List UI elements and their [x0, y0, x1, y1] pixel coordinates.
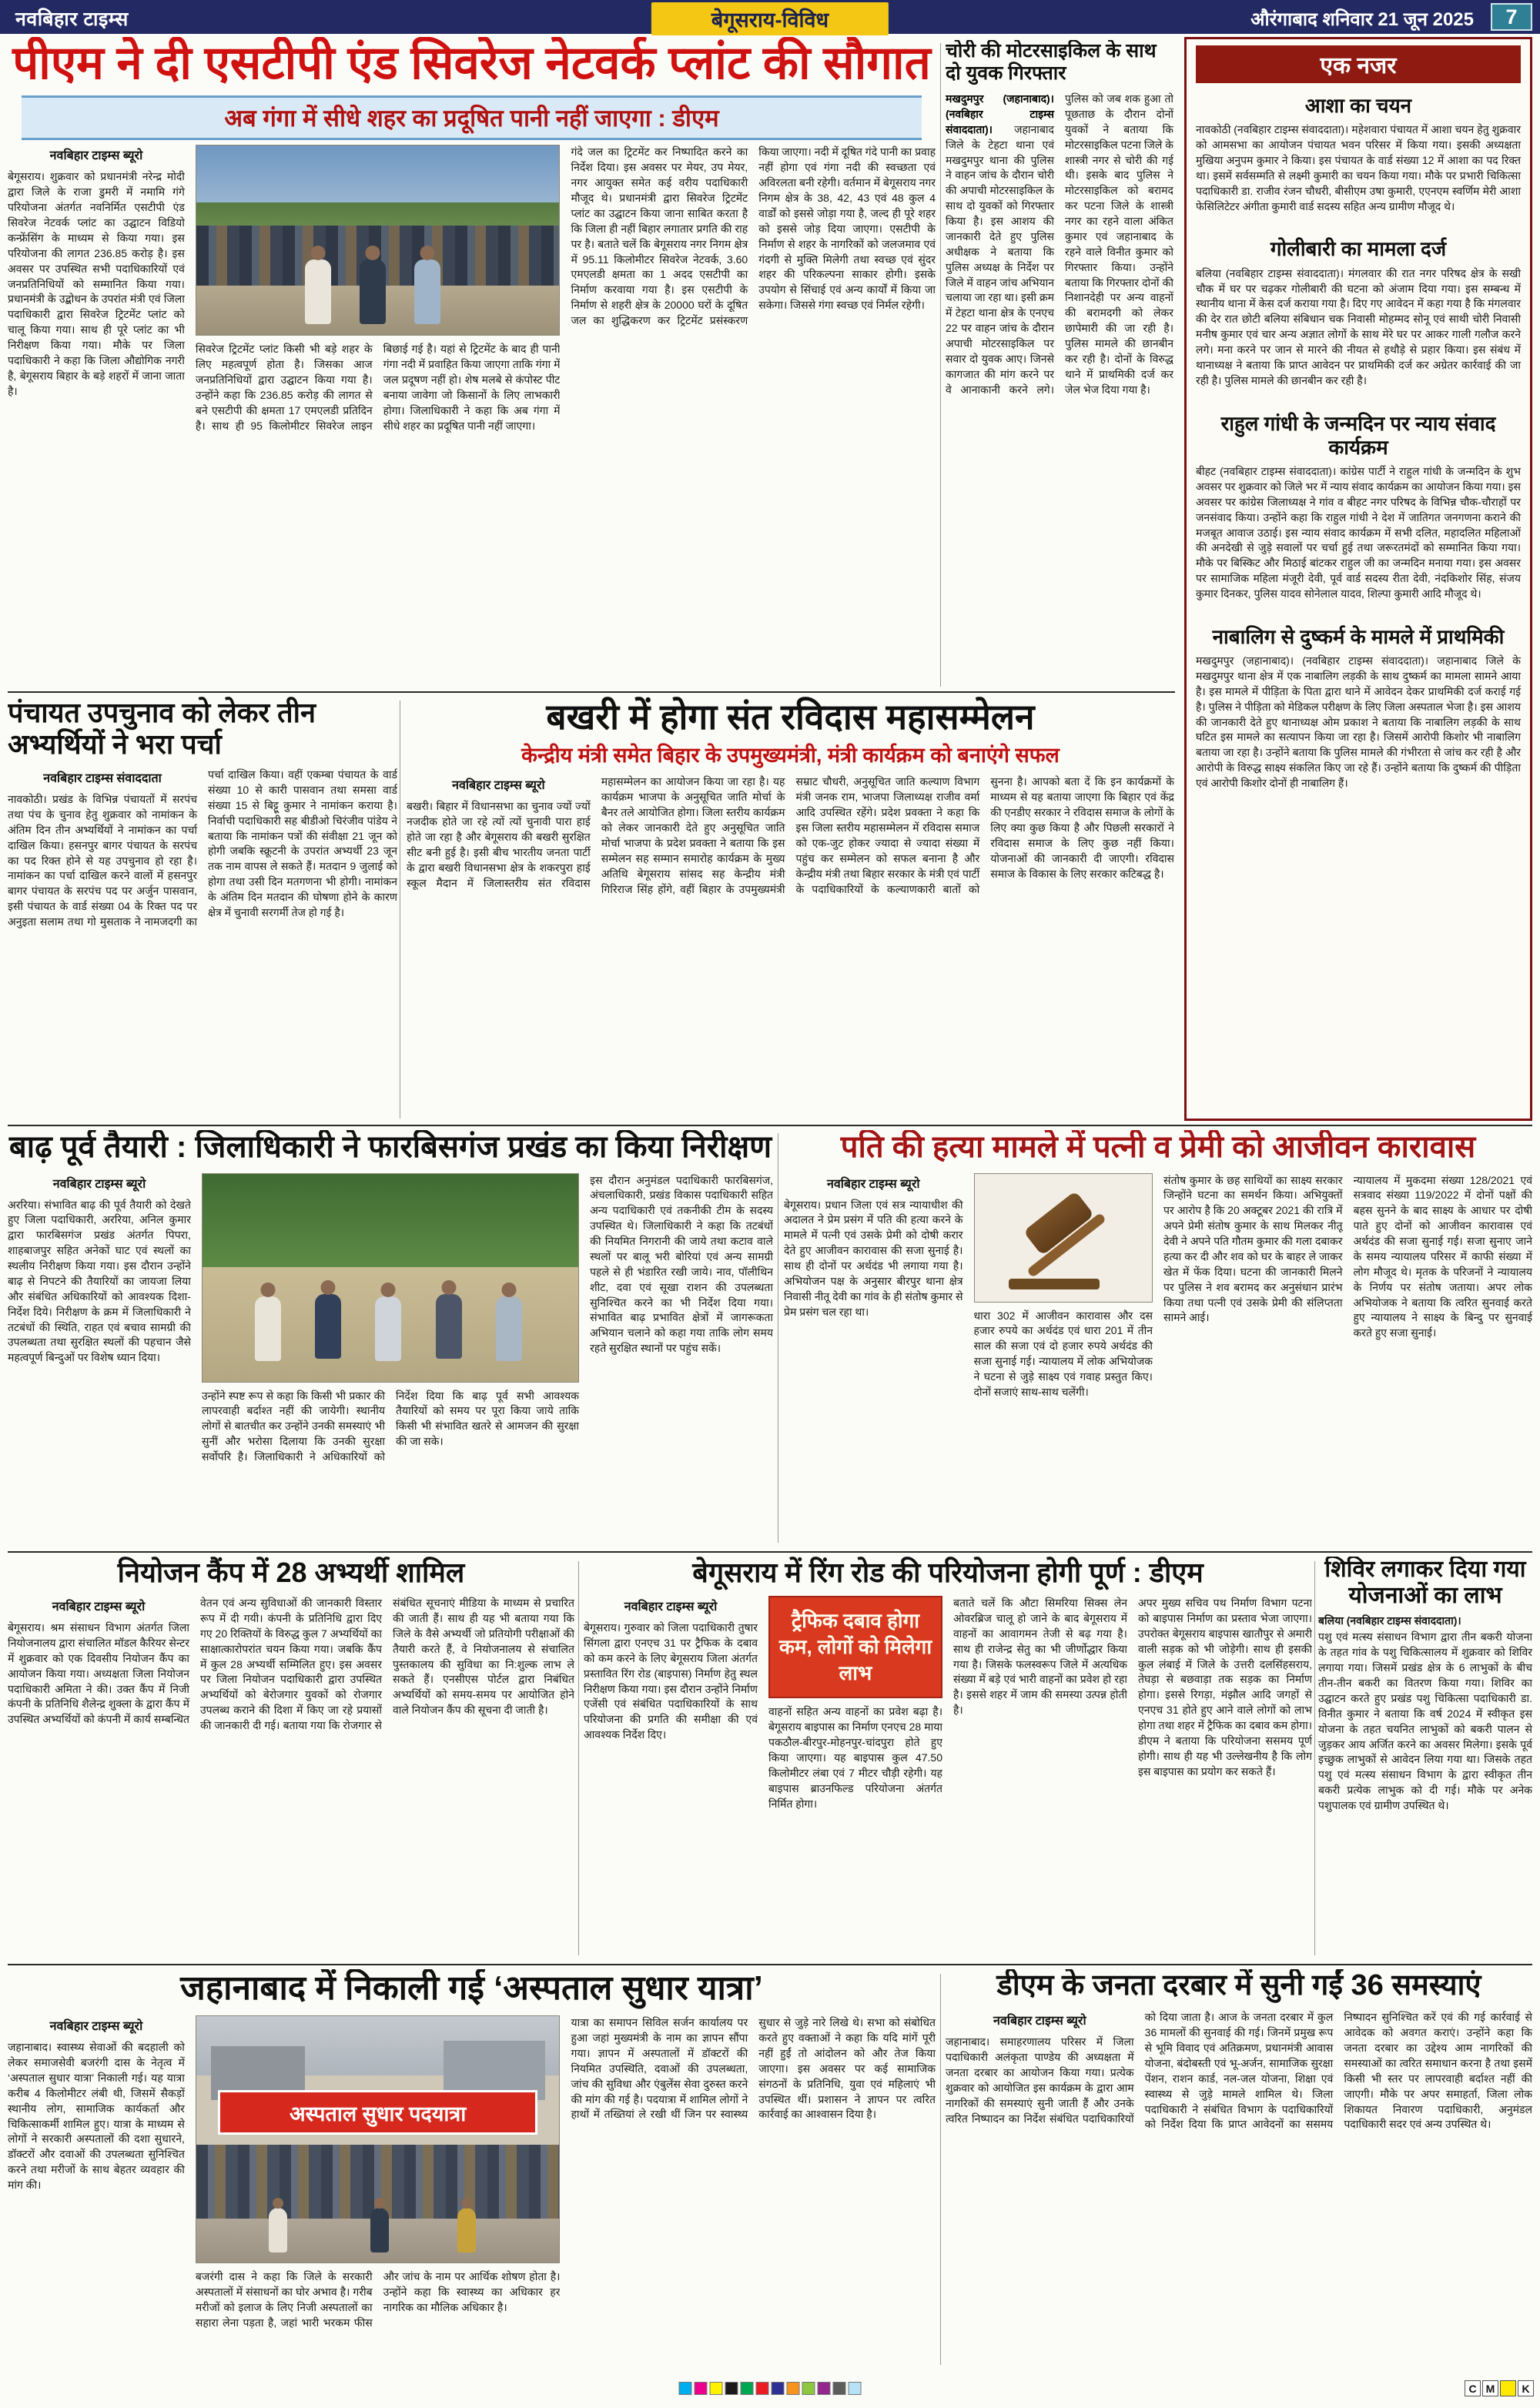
print-letter-m: M	[1482, 2380, 1498, 2396]
byline: नवबिहार टाइम्स ब्यूरो	[452, 779, 545, 793]
text-column	[584, 1596, 758, 1942]
print-swatch	[802, 2382, 815, 2395]
text-column	[1138, 1596, 1312, 1942]
masthead: नवबिहार टाइम्स	[15, 8, 129, 30]
text-column	[1163, 1173, 1343, 1503]
article-ravidas-mahasammelan	[407, 697, 1174, 1120]
article-text: सिवरेज ट्रिटमेंट प्लांट किसी भी बड़े शहर के लिए महत्वपूर्ण होता है। जिसका आज जनप्रतिनिधियों द्वारा उद्घाटन किया गया है। उन्होंने कहा कि 236.85 करोड़ की लागत से बने एसटीपी की क्षमता 17 एमएलडी प्रतिदिन है। साथ ही 95 किलोमीटर सिवरेज लाइन बिछाई गई है। यहां से ट्रिटमेंट के बाद ही पानी गंगा नदी में प्रवाहित किया जाएगा ताकि गंगा में जल प्रदूषण नहीं हो। शेष मलबे से कंपोस्ट पीट बनाया जावेगा जो किसानों के लिए लाभकारी होगा। जिलाधिकारी ने कहा कि अब गंगा में सीधे शहर का प्रदूषित पानी नहीं जाएगा।	[195, 343, 561, 432]
article-murder-verdict	[784, 1130, 1532, 1546]
section-divider	[8, 1125, 1532, 1126]
article-headline: बेगूसराय में रिंग रोड की परियोजना होगी पूर्ण : डीएम	[692, 1557, 1204, 1588]
print-swatch	[833, 2382, 846, 2395]
gavel-photo	[974, 1173, 1153, 1303]
text-column	[571, 145, 936, 625]
article-body	[8, 768, 397, 1106]
article-text: धारा 302 में आजीवन कारावास और दस हजार रुपये का अर्थदंड एवं धारा 201 में तीन साल की सजा एवं दो हजार रुपये अर्थदंड की सजा सुनाई गई। न्यायालय में लोक अभियोजक ने घटना से जुड़े साक्ष्य एवं गवाह प्रस्तुत किए। दोनों सजाएं साथ-साथ चलेंगी।	[973, 1309, 1153, 1398]
highlight-column	[768, 1596, 942, 1942]
byline: नवबिहार टाइम्स ब्यूरो	[624, 1600, 718, 1614]
inspection-photo	[202, 1173, 579, 1383]
article-headline: नियोजन कैंप में 28 अभ्यर्थी शामिल	[117, 1557, 465, 1588]
article-text: पशु एवं मत्स्य संसाधन विभाग द्वारा तीन बकरी योजना के तहत गांव के पशु चिकित्सालय में शुक्रवार को शिविर लगाया गया। जिसमें प्रखंड क्षेत्र के 6 लाभुकों के बीच तीन-तीन बकरी का वितरण किया गया। शिविर का उद्घाटन करते हुए प्रखंड पशु चिकित्सा पदाधिकारी डा. विनीत कुमार ने बताया कि वर्ष 2024 में स्वीकृत इस योजना के तहत चयनित लाभुकों को बकरी पालन से जुड़कर आय अर्जित करने का अवसर मिलेगा। इसके पूर्व इच्छुक लाभुकों से आवेदन लिया गया था। जिसके तहत पशु एवं मत्स्य संसाधन विभाग के द्वारा स्वीकृत तीन बकरी प्रत्येक लाभुक को दी गई। मौके पर अनेक पशुपालक एवं ग्रामीण उपस्थित थे।	[1318, 1630, 1532, 1811]
article-text: वाहनों सहित अन्य वाहनों का प्रवेश बढ़ा है। बेगूसराय बाइपास का निर्माण एनएच 28 माया पकठौल-बीरपुर-मोहनपुर-चांदपुरा होते हुए किया जाएगा। यह बाइपास कुल 47.50 किलोमीटर लंबा एवं 7 मीटर चौड़ी रहेगी। यह बाइपास ब्राउनफिल्ड परियोजना अंतर्गत निर्मित होगा।	[768, 1705, 942, 1810]
article-subhead: अब गंगा में सीधे शहर का प्रदूषित पानी नहीं जाएगा : डीएम	[22, 95, 922, 140]
article-text: बेगूसराय। शुक्रवार को प्रधानमंत्री नरेन्द्र मोदी द्वारा जिले के राजा डुमरी में नमामि गंगे परियोजना अंतर्गत नवनिर्मित एसटीपी एंड सिवरेज नेटवर्क प्लांट का उद्घाटन विडियो कन्फ्रेंसिंग के माध्यम से किया गया। इस परियोजना की लागत 236.85 करोड़ है। इस अवसर पर उपस्थित सभी पदाधिकारियों एवं जनप्रतिनिधियों को सम्मानित किया गया। प्रधानमंत्री के उद्बोधन के उपरांत मंत्री एवं जिला पदाधिकारी द्वारा सिवरेज ट्रिटमेंट प्लांट को चालू किया गया। साथ ही पूरे प्लांट का भी निरीक्षण किया गया। मौके पर जिला पदाधिकारी ने कहा कि जिला औद्योगिक नगरी है, बेगूसराय बिहार के बड़े शहरों में जाना जाता है।	[8, 170, 185, 397]
ek-nazar-item	[1196, 237, 1521, 388]
march-banner: अस्पताल सुधार पदयात्रा	[218, 2090, 537, 2135]
item-text: मखदुमपुर (जहानाबाद)। (नवबिहार टाइम्स संवाददाता)। जहानाबाद जिले के मखदुमपुर थाना क्षेत्र में एक नाबालिग लड़की के साथ दुष्कर्म का मामला सामने आया है। इस मामले में पीड़िता के पिता द्वारा थाने में आवेदन देकर प्राथमिकी दर्ज कराई गई है। पुलिस ने पीड़िता को मेडिकल परीक्षण के लिए जिला अस्पताल भेजा है। इस आशय की जानकारी देते हुए थानाध्यक्ष ओम प्रकाश ने बताया कि नाबालिग लड़की के साथ घटित इस मामले का सत्यापन किया जा रहा है। जिसमें आरोपी किशोर भी नाबालिग बताया जा रहा है। उन्होंने बताया कि पुलिस मामले की गंभीरता से जांच कर रही है और आरोपी के विरुद्ध साक्ष्य संकलित किए जा रहे हैं। उन्होंने बताया कि दुष्कर्म की पीड़िता एवं आरोपी किशोर दोनों ही नाबालिग हैं।	[1196, 654, 1521, 790]
article-text: नावकोठी। प्रखंड के विभिन्न पंचायतों में सरपंच तथा पंच के चुनाव हेतु शुक्रवार को नामांकन के अंतिम दिन तीन अभ्यर्थियों ने नामांकन का पर्चा दाखिल किया। हसनपुर बागर पंचायत के सरपंच का पद रिक्त होने से यह उपचुनाव हो रहा है। नामांकन का पर्चा दाखिल करने वालों में हसनपुर बागर पंचायत के सरपंच पद पर अर्जुन पासवान, इसी पंचायत के वार्ड संख्या 04 के रिक्त पद पर अनुइता सलाम तथा गो मुसताक ने नामजदगी का पर्चा दाखिल किया। वहीं एकम्बा पंचायत के वार्ड संख्या 10 से कारी पासवान तथा समसा वार्ड संख्या 15 से बिट्टू कुमार ने नामांकन कराया है। निर्वाची पदाधिकारी सह बीडीओ चिरंजीव पांडेय ने बताया कि नामांकन पत्रों की संवीक्षा 21 जून को होगी जबकि स्क्रूटनी के उपरांत अभ्यर्थी 23 जून तक नाम वापस ले सकते हैं। मतदान 9 जुलाई को होगा तथा उसी दिन मतगणना भी होगी। नामांकन के अंतिम दिन मतदान की घोषणा होने के कारण क्षेत्र में चुनावी सरगर्मी तेज हो गई है।	[8, 768, 397, 928]
article-janata-darbar	[946, 1969, 1532, 2371]
ek-nazar-item	[1196, 412, 1521, 602]
print-swatch	[741, 2382, 754, 2395]
print-swatch	[756, 2382, 769, 2395]
photo-column	[974, 1173, 1153, 1503]
article-headline: पति की हत्या मामले में पत्नी व प्रेमी को आजीवन कारावास	[840, 1130, 1476, 1164]
print-swatch	[818, 2382, 831, 2395]
photo-trees	[203, 1174, 578, 1268]
item-headline: आशा का चयन	[1304, 94, 1412, 117]
byline: नवबिहार टाइम्स ब्यूरो	[826, 1177, 920, 1191]
article-text: इस दौरान अनुमंडल पदाधिकारी फारबिसगंज, अंचलाधिकारी, प्रखंड विकास पदाधिकारी सहित अन्य पदाधिकारी एवं तकनीकी टीम के सदस्य उपस्थित थे। जिलाधिकारी ने कहा कि तटबंधों की नियमित निगरानी की जाये तथा कटाव वाले स्थलों पर बालू भरी बोरियां एवं अन्य सामग्री पहले से ही भंडारित रखी जाये। नाव, पॉलीथिन शीट, दवा एवं सूखा राशन की उपलब्धता सुनिश्चित करने का भी निर्देश दिया गया। संभावित बाढ़ प्रभावित क्षेत्रों में जागरूकता अभियान चलाने को कहा गया ताकि लोग समय रहते सुरक्षित स्थानों पर पहुंच सकें।	[590, 1173, 773, 1355]
print-swatch	[679, 2382, 692, 2395]
article-bike-theft	[946, 40, 1173, 687]
article-hospital-march	[8, 1969, 936, 2371]
byline: नवबिहार टाइम्स संवाददाता	[43, 772, 162, 786]
article-employment-camp	[8, 1557, 574, 1958]
print-swatch	[695, 2382, 708, 2395]
edition-dateline: औरंगाबाद शनिवार 21 जून 2025	[1250, 9, 1474, 30]
print-swatch	[849, 2382, 862, 2395]
photo-figure	[269, 2208, 287, 2252]
article-headline: जहानाबाद में निकाली गई ‘अस्पताल सुधार यात्रा’	[180, 1969, 763, 2007]
page-header	[0, 0, 1540, 34]
page-number: 7	[1491, 3, 1532, 31]
article-ring-road	[584, 1557, 1312, 1958]
article-text: बेगूसराय। श्रम संसाधन विभाग अंतर्गत जिला नियोजनालय द्वारा संचालित मॉडल कैरियर सेन्टर में शुक्रवार को एक दिवसीय नियोजन कैंप का आयोजन किया गया। अध्यक्षता जिला नियोजन पदाधिकारी अमिता ने की। उक्त कैंप में निजी कंपनी के प्रतिनिधि शैलेन्द्र शुक्ला के द्वारा कैंप में उपस्थित अभ्यर्थियों को कंपनी में कार्य सम्बन्धित वेतन एवं अन्य सुविधाओं की जानकारी विस्तार रूप में दी गयी। कंपनी के प्रतिनिधि द्वारा दिए गए 20 रिक्तियों के विरुद्ध कुल 7 अभ्यर्थियों का साक्षात्कारोपरांत चयन किया गया। जबकि कैंप में कुल 28 अभ्यर्थी सम्मिलित हुए। इस अवसर पर जिला नियोजन पदाधिकारी द्वारा उपस्थित अभ्यर्थियों को बेरोजगार युवकों को रोजगार उपलब्ध कराने की दिशा में किए जा रहे प्रयासों की जानकारी दी गई। बताया गया कि रोजगार से संबंधित सूचनाएं मीडिया के माध्यम से प्रचारित की जाती हैं। साथ ही यह भी बताया गया कि जिले के वैसे अभ्यर्थी जो प्रतियोगी परीक्षाओं की तैयारी करते हैं, वे नियोजनालय से संचालित पुस्तकालय की सुविधा का नि:शुल्क लाभ ले सकते हैं। एनसीएस पोर्टल द्वारा निबंधित अभ्यर्थियों को समय-समय पर आयोजित होने वाले नियोजन कैंप की सूचना दी जाती है।	[8, 1597, 574, 1732]
photo-figure	[315, 1294, 341, 1359]
item-headline: नाबालिग से दुष्कर्म के मामले में प्राथमिकी	[1212, 624, 1505, 648]
photo-figure	[457, 2208, 476, 2252]
photo-column	[196, 2015, 561, 2356]
item-headline: राहुल गांधी के जन्मदिन पर न्याय संवाद कार्यक्रम	[1220, 411, 1496, 459]
article-text: गंदे जल का ट्रिटमेंट कर निष्पादित करने का निर्देश दिया। इस अवसर पर मेयर, उप मेयर, नगर आयुक्त समेत कई वरीय पदाधिकारी मौजूद थे। प्रधानमंत्री द्वारा सिवरेज ट्रिटमेंट प्लांट का उद्घाटन किया जाना साबित करता है कि जिला ही नहीं बिहार लगातार प्रगति की राह पर है। बताते चलें कि बेगूसराय नगर निगम क्षेत्र में 95.11 किलोमीटर सिवरेज नेटवर्क, 3.60 एमएलडी क्षमता का 1 अदद एसटीपी का निर्माण करवाया गया है। इस एसटीपी के निर्माण से शहरी क्षेत्र के 20000 घरों के दूषित जल का शुद्धिकरण कर ट्रिटमेंट प्रसंस्करण किया जाएगा। नदी में दूषित गंदे पानी का प्रवाह नहीं होगा एवं गंगा नदी की स्वच्छता एवं अविरलता बनी रहेगी। वर्तमान में बेगूसराय नगर निगम क्षेत्र के 38, 42, 43 एवं 48 कुल 4 वार्डों को इससे जोड़ा गया है, जल्द ही पूरे शहर को इससे जोड़ दिया जाएगा। एसटीपी के निर्माण से शहर के नागरिकों को जलजमाव एवं गंदगी से मुक्ति मिलेगी तथा स्वच्छ एवं सुंदर शहर की परिकल्पना साकार होगी। इसके उपयोग से सिंचाई एवं अन्य कार्यों में किया जा सकेगा। जिससे गंगा स्वच्छ एवं निर्मल रहेगी।	[571, 145, 936, 327]
article-text: जहानाबाद। स्वास्थ्य सेवाओं की बदहाली को लेकर समाजसेवी बजरंगी दास के नेतृत्व में ‘अस्पताल सुधार यात्रा’ निकाली गई। यह यात्रा करीब 4 किलोमीटर लंबी थी, जिसमें सैकड़ों स्थानीय लोग, सामाजिक कार्यकर्ता और चिकित्साकर्मी शामिल हुए। यात्रा के माध्यम से लोगों ने सरकारी अस्पतालों की दशा सुधारने, डॉक्टरों और दवाओं की उपलब्धता सुनिश्चित करने तथा मरीजों के साथ बेहतर व्यवहार की मांग की।	[8, 2041, 185, 2192]
article-text: बेगूसराय। प्रधान जिला एवं सत्र न्यायाधीश की अदालत ने प्रेम प्रसंग में पति की हत्या करने के मामले में पत्नी एवं उसके प्रेमी को दोषी करार देते हुए आजीवन कारावास की सजा सुनाई है। साथ ही दोनों पर अर्थदंड भी लगाया गया है। अभियोजन पक्ष के अनुसार बीरपुर थाना क्षेत्र निवासी नीतू देवी का गांव के ही संतोष कुमार से प्रेम प्रसंग चल रहा था।	[784, 1198, 963, 1318]
photo-figure	[375, 1296, 401, 1361]
article-stp-plant	[8, 37, 936, 687]
section-divider	[8, 1551, 1532, 1553]
column-divider	[940, 43, 941, 687]
print-color-strip	[679, 2382, 862, 2395]
article-headline: बखरी में होगा संत रविदास महासम्मेलन	[546, 697, 1035, 737]
article-headline: पंचायत उपचुनाव को लेकर तीन अभ्यर्थियों ने भरा पर्चा	[8, 697, 316, 761]
byline: नवबिहार टाइम्स ब्यूरो	[52, 1600, 146, 1614]
article-flood-inspection	[8, 1130, 773, 1546]
article-text: बखरी। बिहार में विधानसभा का चुनाव ज्यों ज्यों नजदीक होते जा रहे त्यों त्यों चुनावी पारा हाई होते जा रहा है और बेगूसराय की बखरी सुरक्षित सीट बनी हुई है। इसी बीच भारतीय जनता पार्टी के द्वारा बखरी विधानसभा क्षेत्र के शकरपुरा हाई स्कूल मैदान में जिलास्तरीय संत रविदास महासम्मेलन का आयोजन किया जा रहा है। यह कार्यक्रम भाजपा के अनुसूचित जाति मोर्चा के बैनर तले आयोजित होगा। जिला स्तरीय कार्यक्रम को लेकर जानकारी देते हुए अनुसूचित जाति मोर्चा भाजपा के प्रदेश प्रवक्ता ने बताया कि इस सम्मेलन सह सम्मान समारोह कार्यक्रम के मुख्य अतिथि बेगूसराय सांसद सह केन्द्रीय मंत्री गिरिराज सिंह होंगे, वहीं बिहार के उपमुख्यमंत्री सम्राट चौधरी, अनुसूचित जाति कल्याण विभाग मंत्री जनक राम, भाजपा जिलाध्यक्ष राजीव वर्मा आदि उपस्थित रहेंगे। प्रदेश प्रवक्ता ने कहा कि इस जिला स्तरीय महासम्मेलन में रविदास समाज को एक-जुट होकर ज्यादा से ज्यादा संख्या में पहुंच कर सम्मेलन को सफल बनाना है और केन्द्रीय मंत्री तथा बिहार सरकार के मंत्री एवं पार्टी के पदाधिकारियों के कल्याणकारी बातों को सुनना है। आपको बता दें कि इन कार्यक्रमों के माध्यम से यह बताया जाएगा कि बिहार एवं केंद्र की एनडीए सरकार ने रविदास समाज के लोगों के लिए क्या कुछ किया है और पिछली सरकारों ने रविदास समाज के लिए कुछ नहीं किया। योजनाओं की जानकारी दी जाएगी। रविदास समाज के विकास के लिए सरकार कटिबद्ध है।	[407, 775, 1174, 895]
article-shivir-benefits	[1318, 1557, 1532, 1958]
highlight-box: ट्रैफिक दबाव होगा कम, लोगों को मिलेगा लाभ	[768, 1596, 942, 1698]
article-body	[946, 2010, 1532, 2356]
article-text: उन्होंने स्पष्ट रूप से कहा कि किसी भी प्रकार की लापरवाही बर्दाश्त नहीं की जायेगी। स्थानीय लोगों से बातचीत कर उन्होंने उनकी समस्याएं भी सुनीं और भरोसा दिलाया कि उनकी सुरक्षा सर्वोपरि है। जिलाधिकारी ने अधिकारियों को निर्देश दिया कि बाढ़ पूर्व सभी आवश्यक तैयारियों को समय पर पूरा किया जाये ताकि किसी भी संभावित खतरे से आमजन की सुरक्षा की जा सके।	[201, 1389, 580, 1463]
photo-column	[202, 1173, 579, 1503]
photo-figure	[370, 2208, 389, 2252]
byline: नवबिहार टाइम्स ब्यूरो	[52, 1177, 146, 1191]
column-divider	[578, 1561, 579, 1955]
photo-column	[196, 145, 561, 625]
byline: नवबिहार टाइम्स ब्यूरो	[49, 149, 143, 163]
article-headline: चोरी की मोटरसाइकिल के साथ दो युवक गिरफ्तार	[946, 40, 1157, 84]
ek-nazar-box	[1184, 37, 1532, 1121]
byline: नवबिहार टाइम्स ब्यूरो	[49, 2020, 143, 2034]
article-text: जहानाबाद। समाहरणालय परिसर में जिला पदाधिकारी अलंकृता पाण्डेय की अध्यक्षता में जनता दरबार का आयोजन किया गया। प्रत्येक शुक्रवार को आयोजित इस कार्यक्रम के द्वारा आम नागरिकों की समस्याएं सुनी जाती हैं और उनके त्वरित निष्पादन का निर्देश संबंधित पदाधिकारियों को दिया जाता है। आज के जनता दरबार में कुल 36 मामलों की सुनवाई की गई। जिनमें प्रमुख रूप से भूमि विवाद एवं अतिक्रमण, प्रधानमंत्री आवास योजना, बंदोबस्ती एवं भू-अर्जन, सामाजिक सुरक्षा पेंशन, राशन कार्ड, नल-जल योजना, शिक्षा एवं स्वास्थ्य से जुड़े मामले शामिल थे। जिला पदाधिकारी ने संबंधित विभाग के पदाधिकारियों को निर्देश दिया कि प्राप्त आवेदनों का ससमय निष्पादन सुनिश्चित करें एवं की गई कार्रवाई से आवेदक को अवगत कराएं। उन्होंने कहा कि जनता दरबार का उद्देश्य आम नागरिकों की समस्याओं का त्वरित समाधान करना है तथा इसमें किसी भी स्तर पर लापरवाही बर्दाश्त नहीं की जाएगी। मौके पर अपर समाहर्ता, जिला लोक शिकायत निवारण पदाधिकारी, अनुमंडल पदाधिकारी सदर एवं अन्य उपस्थित थे।	[946, 2011, 1532, 2131]
text-column	[784, 1173, 963, 1503]
article-body	[946, 92, 1173, 683]
section-banner: बेगूसराय-विविध	[651, 2, 889, 35]
print-swatch	[725, 2382, 738, 2395]
print-swatch	[772, 2382, 785, 2395]
march-photo	[196, 2015, 561, 2263]
photo-figure	[436, 1294, 462, 1359]
item-headline: गोलीबारी का मामला दर्ज	[1270, 237, 1447, 261]
article-text: यात्रा का समापन सिविल सर्जन कार्यालय पर हुआ जहां मुख्यमंत्री के नाम का ज्ञापन सौंपा गया। ज्ञापन में अस्पतालों में डॉक्टरों की नियमित उपस्थिति, दवाओं की उपलब्धता, जांच की सुविधा और एंबुलेंस सेवा दुरुस्त करने की मांग की गई है। पदयात्रा में शामिल लोगों ने हाथों में तख्तियां ले रखी थीं जिन पर स्वास्थ्य सुधार से जुड़े नारे लिखे थे। सभा को संबोधित करते हुए वक्ताओं ने कहा कि यदि मांगें पूरी नहीं हुईं तो आंदोलन को और तेज किया जाएगा। इस अवसर पर कई सामाजिक संगठनों के प्रतिनिधि, युवा एवं महिलाएं भी उपस्थित थीं। प्रशासन ने ज्ञापन पर त्वरित कार्रवाई का आश्वासन दिया है।	[571, 2016, 936, 2121]
photo-figure	[496, 1296, 522, 1361]
print-letter-c: C	[1465, 2380, 1481, 2396]
text-column	[8, 2015, 185, 2356]
item-text: बलिया (नवबिहार टाइम्स संवाददाता)। मंगलवार की रात नगर परिषद क्षेत्र के सखी चौक में घर पर चढ़कर गोलीबारी की घटना को अंजाम दिया गया। इस सम्बन्ध में स्थानीय थाना में केस दर्ज कराया गया है। दिए गए आवेदन में कहा गया है कि मंगलवार की देर रात छोटी बलिया संबिधान चक निवासी मोहम्मद सोनू एवं साथी चोरी निवासी मनीष कुमार एवं चार अन्य अज्ञात लोगों के साथ मेरे घर पर आकर गाली गलौज करने लगे। मना करने पर जान से मारने की नीयत से हथौड़े से प्रहार किया। इस संबंध में थानाध्यक्ष ने बताया कि प्राप्त आवेदन पर प्राथमिकी दर्ज कर अग्रेतर कार्रवाई की जा रही है। पुलिस मामले की छानबीन कर रही है।	[1196, 266, 1521, 386]
article-text: बेगूसराय। गुरुवार को जिला पदाधिकारी तुषार सिंगला द्वारा एनएच 31 पर ट्रैफिक के दबाव को कम करने के लिए बेगूसराय जिला अंतर्गत प्रस्तावित रिंग रोड (बाइपास) निर्माण हेतु स्थल निरीक्षण किया गया। इस दौरान उन्होंने निर्माण एजेंसी एवं संबंधित पदाधिकारियों के साथ परियोजना की प्रगति की समीक्षा की एवं आवश्यक निर्देश दिए।	[584, 1621, 758, 1741]
item-text: बीहट (नवबिहार टाइम्स संवाददाता)। कांग्रेस पार्टी ने राहुल गांधी के जन्मदिन के शुभ अवसर पर शुक्रवार को जिले भर में न्याय संवाद कार्यक्रम का आयोजन किया गया। इस अवसर पर कांग्रेस जिलाध्यक्ष ने गांव व बीहट नगर परिषद के विभिन्न चौक-चौराहों पर जनसंवाद किया। उन्होंने कहा कि राहुल गांधी ने देश में जातिगत जनगणना कराने की मजबूत आवाज उठाई। इस न्याय संवाद कार्यक्रम में सभी दलित, महादलित महिलाओं की अनदेखी से जुड़े सवालों पर चर्चा हुई तथा जरूरतमंदों को सम्मानित किया गया। मौके पर बिस्किट और मिठाई बांटकर राहुल जी का जन्मदिन मनाया गया। इस अवसर पर सामाजिक महिला मंजूरी देवी, पूर्व वार्ड सदस्य रीता देवी, नंदकिशोर सिंह, संजय कुमार दिनकर, पुलिस यादव सोनेलाल यादव, शिल्पा कुमारी आदि मौजूद थे।	[1196, 465, 1521, 600]
text-column	[953, 1596, 1127, 1942]
article-headline: शिविर लगाकर दिया गया योजनाओं का लाभ	[1324, 1557, 1526, 1609]
print-swatch	[787, 2382, 800, 2395]
text-column	[8, 1173, 191, 1503]
text-column	[590, 1173, 773, 1503]
inauguration-photo	[196, 145, 561, 336]
text-column	[571, 2015, 936, 2356]
section-divider	[8, 691, 1175, 693]
section-divider	[8, 1964, 1532, 1965]
article-text: बताते चलें कि औटा सिमरिया सिक्स लेन ओवरब्रिज चालू हो जाने के बाद बेगूसराय में वाहनों का आवागमन तेजी से बढ़ गया है। साथ ही राजेन्द्र सेतु का भी जीर्णोद्धार किया गया है। जिसके फलस्वरूप जिले में अत्यधिक संख्या में बड़े एवं भारी वाहनों का प्रवेश हो रहा है। इससे शहर में जाम की समस्या उत्पन्न होती है।	[953, 1597, 1127, 1717]
photo-figure	[255, 1296, 281, 1361]
dateline: बलिया (नवबिहार टाइम्स संवाददाता)।	[1318, 1614, 1461, 1627]
article-text: जहानाबाद जिले के टेहटा थाना एवं मखदुमपुर थाना की पुलिस ने वाहन जांच के दौरान चोरी की अपाची मोटरसाइकिल के साथ दो युवकों को गिरफ्तार किया है। इस आशय की जानकारी देते हुए पुलिस अधीक्षक ने बताया कि पुलिस अध्यक्ष के निर्देश पर जिले में वाहन जांच अभियान चलाया जा रहा था। इसी क्रम में टेहटा थाना क्षेत्र के एनएच 22 पर वाहन जांच के दौरान अपाची मोटरसाइकिल पर सवार दो युवक आए। जिनसे कागजात की मांग करने पर वे आनाकानी करने लगे। पुलिस को जब शक हुआ तो पूछताछ के दौरान दोनों युवकों ने बताया कि मोटरसाइकिल पटना जिले के शास्त्री नगर से चोरी की गई थी। इसके बाद पुलिस ने मोटरसाइकिल को बरामद कर पटना जिले के शास्त्री नगर का रहने वाला अंकित कुमार एवं जहानाबाद के रहने वाले विनीत कुमार को गिरफ्तार किया। उन्होंने बताया कि गिरफ्तार दोनों की निशानदेही पर अन्य वाहनों की बरामदगी को लेकर छापेमारी की जा रही है। पुलिस मामले की छानबीन कर रही है। दोनों के विरुद्ध थाने में प्राथमिकी दर्ज कर जेल भेज दिया गया है।	[946, 92, 1173, 396]
print-yellow-tile	[1500, 2380, 1516, 2396]
print-letter-k: K	[1518, 2380, 1534, 2396]
photo-figure	[414, 259, 440, 324]
article-headline: बाढ़ पूर्व तैयारी : जिलाधिकारी ने फारबिसगंज प्रखंड का किया निरीक्षण	[8, 1130, 772, 1164]
article-text: अपर मुख्य सचिव पथ निर्माण विभाग पटना को बाइपास निर्माण का प्रस्ताव भेजा जाएगा। उपरोक्त बेगूसराय बाइपास खातौपुर से अमारी वाली सड़क को भी जोड़ेगी। साथ ही इसकी कुल लंबाई में जिले के उत्तरी दलसिंहसराय, तेघड़ा से बछवाड़ा तक सड़क का निर्माण होगा। इससे रिगड़ा, मंझौल आदि जगहों से एनएच 31 होते हुए आने वाले लोगों को लाभ होगा तथा शहर में ट्रैफिक का दबाव कम होगा। डीएम ने बताया कि परियोजना ससमय पूर्ण होगी। साथ ही यह भी उल्लेखनीय है कि लोग इस बाइपास का प्रयोग कर सकते हैं।	[1138, 1597, 1312, 1778]
photo-sky	[196, 145, 560, 210]
print-swatch	[710, 2382, 723, 2395]
cmyk-marks	[1465, 2380, 1534, 2396]
article-headline: डीएम के जनता दरबार में सुनी गईं 36 समस्याएं	[996, 1969, 1481, 2002]
ek-nazar-title: एक नजर	[1196, 45, 1521, 83]
dateline: मखदुमपुर (जहानाबाद)। (नवबिहार टाइम्स संवाददाता)।	[946, 92, 1054, 135]
article-text: अररिया। संभावित बाढ़ की पूर्व तैयारी को देखते हुए जिला पदाधिकारी, अररिया, अनिल कुमार द्वारा फारबिसगंज प्रखंड अंतर्गत पिपरा, शाहबाजपुर सहित अनेकों घाट एवं स्थलों का स्थलीय निरीक्षण किया गया। इस दौरान उन्होंने बाढ़ से निपटने की तैयारियों का जायजा लिया और संबंधित अधिकारियों को आवश्यक दिशा-निर्देश दिये। निरीक्षण के क्रम में जिलाधिकारी ने तटबंधों की स्थिति, राहत एवं बचाव सामग्री की उपलब्धता तथा सुरक्षित स्थलों की पहचान जैसे महत्वपूर्ण बिन्दुओं पर विशेष ध्यान दिया।	[8, 1198, 191, 1364]
item-text: नावकोठी (नवबिहार टाइम्स संवाददाता)। महेशवारा पंचायत में आशा चयन हेतु शुक्रवार को आमसभा का आयोजन पंचायत भवन परिसर में किया गया। इसकी अध्यक्षता मुखिया अनुपम कुमार ने किया। इस पंचायत के वार्ड संख्या 12 में आशा का पद रिक्त था। इसमें सर्वसम्मति से लक्ष्मी कुमारी का चयन किया गया। मौके पर प्रभारी चिकित्सा पदाधिकारी डा. राजीव रंजन चौधरी, बीसीएम उषा कुमारी, एएनएम स्वर्णिम मेरी आशा फेसिलिटेटर अंगीता कुमारी वार्ड सदस्य सहित अन्य ग्रामीण मौजूद थे।	[1196, 123, 1521, 212]
photo-figure	[360, 259, 386, 324]
text-column	[1354, 1173, 1533, 1503]
text-column	[8, 145, 185, 625]
byline: नवबिहार टाइम्स ब्यूरो	[993, 2015, 1086, 2028]
photo-figure	[305, 259, 331, 324]
article-subhead: केन्द्रीय मंत्री समेत बिहार के उपमुख्यमंत्री, मंत्री कार्यक्रम को बनाएंगे सफल	[521, 744, 1060, 768]
column-divider	[940, 1974, 941, 2365]
article-text: बजरंगी दास ने कहा कि जिले के सरकारी अस्पतालों में संसाधनों का घोर अभाव है। गरीब मरीजों को इलाज के लिए निजी अस्पतालों का सहारा लेना पड़ता है, जहां भारी भरकम फीस और जांच के नाम पर आर्थिक शोषण होता है। उन्होंने कहा कि स्वास्थ्य का अधिकार हर नागरिक का मौलिक अधिकार है।	[195, 2270, 561, 2329]
column-divider	[1314, 1561, 1315, 1955]
ek-nazar-item	[1196, 94, 1521, 214]
article-text: संतोष कुमार के छह साथियों का साक्ष्य सरकार जिन्होंने घटना का समर्थन किया। अभियुक्तों पर आरोप है कि 20 अक्टूबर 2021 की रात्रि में अपने प्रेमी संतोष कुमार के साथ मिलकर नीतू देवी ने अपने पति गौतम कुमार की गला दबाकर हत्या कर दी और शव को घर के बाहर ले जाकर खेत में फेंक दिया। घटना की जानकारी मिलने पर पुलिस ने शव बरामद कर अनुसंधान प्रारंभ किया तथा पत्नी एवं उसके प्रेमी की संलिप्तता सामने आई।	[1163, 1173, 1343, 1324]
article-text: न्यायालय में मुकदमा संख्या 128/2021 एवं सत्रवाद संख्या 119/2022 में दोनों पक्षों की बहस सुनने के बाद साक्ष्य के आधार पर दोषी पाते हुए दोनों को आजीवन कारावास एवं अर्थदंड की सजा सुनाई गई। सजा सुनाए जाने के समय न्यायालय परिसर में काफी संख्या में लोग मौजूद थे। मृतक के परिजनों ने न्यायालय के निर्णय पर संतोष जताया। अपर लोक अभियोजक ने बताया कि त्वरित सुनवाई करते हुए न्यायालय ने साक्ष्य के बिन्दु पर सुनवाई करते हुए सजा सुनाई।	[1353, 1173, 1532, 1339]
article-body	[407, 774, 1174, 1105]
article-body	[8, 1596, 574, 1942]
ek-nazar-item	[1196, 625, 1521, 791]
article-panchayat-byelection	[8, 697, 397, 1120]
gavel-base	[1009, 1279, 1100, 1289]
article-headline: पीएम ने दी एसटीपी एंड सिवरेज नेटवर्क प्लांट की सौगात	[12, 37, 931, 89]
